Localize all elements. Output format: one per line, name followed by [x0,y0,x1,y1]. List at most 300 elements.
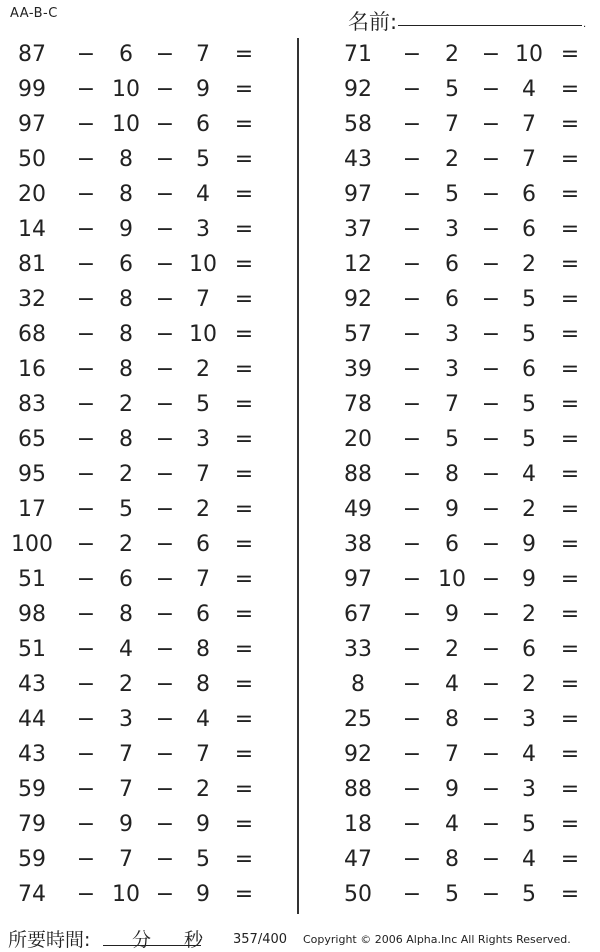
subtrahend: 9 [445,777,459,802]
equals-sign: = [234,672,254,697]
minus-sign: − [76,217,96,242]
minuend: 57 [344,322,372,347]
equals-sign: = [560,497,580,522]
minus-sign: − [155,112,175,137]
subtrahend: 7 [445,742,459,767]
equals-sign: = [234,147,254,172]
minus-sign: − [76,147,96,172]
equals-sign: = [234,532,254,557]
minus-sign: − [402,847,422,872]
subtrahend: 8 [119,322,133,347]
minus-sign: − [481,462,501,487]
equals-sign: = [560,567,580,592]
subtrahend: 2 [445,42,459,67]
seconds-label: 秒 [184,929,204,951]
minus-sign: − [76,777,96,802]
equals-sign: = [560,147,580,172]
minus-sign: − [402,182,422,207]
minus-sign: − [402,567,422,592]
subtrahend: 7 [445,392,459,417]
equals-sign: = [234,392,254,417]
minuend: 50 [18,147,46,172]
equals-sign: = [234,42,254,67]
worksheet-code: AA-B-C [10,6,58,21]
minus-sign: − [481,287,501,312]
subtrahend: 2 [445,637,459,662]
equals-sign: = [560,112,580,137]
equals-sign: = [234,567,254,592]
minuend: 44 [18,707,46,732]
minuend: 92 [344,287,372,312]
minus-sign: − [155,392,175,417]
minus-sign: − [76,497,96,522]
minus-sign: − [481,637,501,662]
minuend: 97 [344,567,372,592]
subtrahend: 2 [522,602,536,627]
minus-sign: − [402,77,422,102]
minus-sign: − [155,847,175,872]
minuend: 43 [344,147,372,172]
minus-sign: − [76,707,96,732]
subtrahend: 3 [196,427,210,452]
subtrahend: 5 [445,427,459,452]
subtrahend: 9 [196,77,210,102]
subtrahend: 6 [522,182,536,207]
subtrahend: 8 [119,182,133,207]
subtrahend: 2 [196,497,210,522]
minuend: 97 [18,112,46,137]
minuend: 87 [18,42,46,67]
minus-sign: − [76,252,96,277]
subtrahend: 4 [522,742,536,767]
subtrahend: 5 [196,392,210,417]
minuend: 59 [18,777,46,802]
minus-sign: − [481,602,501,627]
minuend: 71 [344,42,372,67]
minus-sign: − [402,147,422,172]
equals-sign: = [560,357,580,382]
subtrahend: 8 [445,847,459,872]
subtrahend: 8 [119,147,133,172]
subtrahend: 2 [119,392,133,417]
equals-sign: = [560,742,580,767]
column-divider [297,38,299,914]
subtrahend: 7 [445,112,459,137]
subtrahend: 6 [522,637,536,662]
subtrahend: 5 [522,812,536,837]
minus-sign: − [155,77,175,102]
minutes-label: 分 [132,929,152,951]
subtrahend: 5 [445,182,459,207]
subtrahend: 10 [515,42,543,67]
minus-sign: − [402,672,422,697]
equals-sign: = [560,812,580,837]
minus-sign: − [155,707,175,732]
minus-sign: − [481,322,501,347]
equals-sign: = [560,427,580,452]
minus-sign: − [481,882,501,907]
subtrahend: 3 [522,777,536,802]
subtrahend: 6 [119,567,133,592]
minuend: 14 [18,217,46,242]
equals-sign: = [560,392,580,417]
minus-sign: − [481,392,501,417]
subtrahend: 2 [522,672,536,697]
subtrahend: 4 [445,672,459,697]
minus-sign: − [155,427,175,452]
subtrahend: 7 [196,462,210,487]
equals-sign: = [234,112,254,137]
subtrahend: 9 [196,812,210,837]
minuend: 88 [344,777,372,802]
subtrahend: 2 [196,357,210,382]
minus-sign: − [76,42,96,67]
minus-sign: − [155,777,175,802]
minus-sign: − [481,182,501,207]
equals-sign: = [560,217,580,242]
subtrahend: 8 [119,287,133,312]
minus-sign: − [402,532,422,557]
minus-sign: − [402,882,422,907]
equals-sign: = [234,497,254,522]
equals-sign: = [560,882,580,907]
minus-sign: − [76,602,96,627]
equals-sign: = [234,777,254,802]
page-number: 357/400 [233,932,288,947]
subtrahend: 4 [119,637,133,662]
name-label: 名前: [348,10,398,34]
subtrahend: 7 [119,777,133,802]
subtrahend: 6 [196,602,210,627]
equals-sign: = [234,252,254,277]
subtrahend: 4 [445,812,459,837]
minus-sign: − [76,287,96,312]
subtrahend: 9 [445,602,459,627]
minuend: 58 [344,112,372,137]
minus-sign: − [402,777,422,802]
minus-sign: − [481,252,501,277]
subtrahend: 8 [445,707,459,732]
minus-sign: − [76,322,96,347]
minuend: 43 [18,672,46,697]
minus-sign: − [481,567,501,592]
subtrahend: 9 [196,882,210,907]
minuend: 98 [18,602,46,627]
minus-sign: − [481,77,501,102]
minuend: 95 [18,462,46,487]
minus-sign: − [402,637,422,662]
time-label: 所要時間: [8,929,91,951]
equals-sign: = [234,357,254,382]
minuend: 97 [344,182,372,207]
equals-sign: = [560,777,580,802]
equals-sign: = [560,322,580,347]
subtrahend: 10 [189,252,217,277]
subtrahend: 5 [522,427,536,452]
minuend: 79 [18,812,46,837]
subtrahend: 5 [196,147,210,172]
minus-sign: − [76,427,96,452]
minuend: 39 [344,357,372,382]
equals-sign: = [560,287,580,312]
minus-sign: − [402,812,422,837]
minus-sign: − [76,77,96,102]
subtrahend: 8 [119,357,133,382]
subtrahend: 6 [119,252,133,277]
minuend: 12 [344,252,372,277]
minus-sign: − [155,742,175,767]
subtrahend: 3 [445,217,459,242]
minus-sign: − [481,147,501,172]
subtrahend: 9 [522,567,536,592]
minuend: 49 [344,497,372,522]
subtrahend: 2 [522,497,536,522]
subtrahend: 4 [522,462,536,487]
minus-sign: − [155,287,175,312]
minuend: 81 [18,252,46,277]
equals-sign: = [234,847,254,872]
minus-sign: − [481,112,501,137]
equals-sign: = [234,742,254,767]
subtrahend: 10 [112,77,140,102]
minus-sign: − [155,357,175,382]
minuend: 92 [344,742,372,767]
equals-sign: = [560,252,580,277]
minus-sign: − [76,112,96,137]
minuend: 43 [18,742,46,767]
subtrahend: 5 [445,882,459,907]
minuend: 99 [18,77,46,102]
minuend: 59 [18,847,46,872]
minus-sign: − [481,847,501,872]
minus-sign: − [481,357,501,382]
copyright: Copyright © 2006 Alpha.Inc All Rights Reserved. [303,933,571,946]
subtrahend: 8 [445,462,459,487]
minus-sign: − [155,672,175,697]
minus-sign: − [481,707,501,732]
subtrahend: 10 [438,567,466,592]
minus-sign: − [76,847,96,872]
minus-sign: − [76,637,96,662]
minuend: 8 [351,672,365,697]
minuend: 18 [344,812,372,837]
minus-sign: − [402,497,422,522]
subtrahend: 8 [119,427,133,452]
minuend: 78 [344,392,372,417]
equals-sign: = [234,602,254,627]
minuend: 32 [18,287,46,312]
minus-sign: − [155,637,175,662]
minus-sign: − [402,462,422,487]
subtrahend: 7 [119,742,133,767]
minuend: 50 [344,882,372,907]
minus-sign: − [402,112,422,137]
equals-sign: = [234,182,254,207]
minus-sign: − [402,602,422,627]
subtrahend: 5 [196,847,210,872]
subtrahend: 7 [119,847,133,872]
subtrahend: 7 [522,147,536,172]
equals-sign: = [234,77,254,102]
equals-sign: = [234,287,254,312]
minus-sign: − [155,182,175,207]
equals-sign: = [234,637,254,662]
equals-sign: = [234,322,254,347]
subtrahend: 4 [522,77,536,102]
subtrahend: 6 [196,532,210,557]
minus-sign: − [76,882,96,907]
subtrahend: 4 [522,847,536,872]
minus-sign: − [155,147,175,172]
minuend: 92 [344,77,372,102]
minuend: 100 [11,532,53,557]
minus-sign: − [481,742,501,767]
subtrahend: 10 [189,322,217,347]
minus-sign: − [402,287,422,312]
subtrahend: 9 [445,497,459,522]
subtrahend: 10 [112,112,140,137]
minuend: 51 [18,567,46,592]
subtrahend: 5 [119,497,133,522]
minus-sign: − [155,497,175,522]
minus-sign: − [402,392,422,417]
equals-sign: = [560,672,580,697]
equals-sign: = [234,427,254,452]
minuend: 47 [344,847,372,872]
equals-sign: = [560,707,580,732]
minuend: 68 [18,322,46,347]
minuend: 20 [344,427,372,452]
minus-sign: − [402,742,422,767]
subtrahend: 6 [445,252,459,277]
minus-sign: − [155,322,175,347]
name-dot: . [583,19,587,30]
subtrahend: 2 [119,672,133,697]
subtrahend: 3 [445,357,459,382]
minuend: 88 [344,462,372,487]
minus-sign: − [481,42,501,67]
subtrahend: 3 [522,707,536,732]
subtrahend: 6 [445,532,459,557]
subtrahend: 7 [196,742,210,767]
minuend: 25 [344,707,372,732]
equals-sign: = [560,182,580,207]
minus-sign: − [76,392,96,417]
subtrahend: 5 [445,77,459,102]
minus-sign: − [155,532,175,557]
subtrahend: 3 [119,707,133,732]
equals-sign: = [560,42,580,67]
subtrahend: 7 [196,287,210,312]
subtrahend: 2 [119,462,133,487]
minuend: 65 [18,427,46,452]
minus-sign: − [481,777,501,802]
minus-sign: − [155,42,175,67]
subtrahend: 3 [196,217,210,242]
subtrahend: 3 [445,322,459,347]
minus-sign: − [76,357,96,382]
subtrahend: 9 [119,812,133,837]
minuend: 83 [18,392,46,417]
minuend: 16 [18,357,46,382]
minus-sign: − [481,532,501,557]
minus-sign: − [155,602,175,627]
subtrahend: 5 [522,882,536,907]
equals-sign: = [234,462,254,487]
minus-sign: − [481,427,501,452]
subtrahend: 8 [119,602,133,627]
subtrahend: 2 [445,147,459,172]
equals-sign: = [560,637,580,662]
minuend: 38 [344,532,372,557]
minuend: 20 [18,182,46,207]
name-field[interactable] [398,25,582,26]
subtrahend: 7 [196,567,210,592]
minus-sign: − [402,427,422,452]
subtrahend: 2 [196,777,210,802]
equals-sign: = [560,532,580,557]
minus-sign: − [481,497,501,522]
minus-sign: − [76,812,96,837]
minus-sign: − [76,182,96,207]
subtrahend: 5 [522,392,536,417]
subtrahend: 6 [196,112,210,137]
subtrahend: 6 [119,42,133,67]
minus-sign: − [481,217,501,242]
subtrahend: 4 [196,182,210,207]
minus-sign: − [76,532,96,557]
equals-sign: = [234,707,254,732]
minus-sign: − [155,252,175,277]
subtrahend: 5 [522,322,536,347]
minuend: 74 [18,882,46,907]
minuend: 37 [344,217,372,242]
subtrahend: 8 [196,672,210,697]
subtrahend: 2 [522,252,536,277]
subtrahend: 6 [522,357,536,382]
equals-sign: = [560,462,580,487]
minus-sign: − [76,567,96,592]
minus-sign: − [76,742,96,767]
subtrahend: 10 [112,882,140,907]
minus-sign: − [481,672,501,697]
equals-sign: = [560,847,580,872]
minus-sign: − [402,357,422,382]
equals-sign: = [234,217,254,242]
minus-sign: − [76,462,96,487]
minus-sign: − [402,42,422,67]
subtrahend: 8 [196,637,210,662]
minus-sign: − [402,707,422,732]
minus-sign: − [155,812,175,837]
equals-sign: = [560,77,580,102]
subtrahend: 7 [196,42,210,67]
subtrahend: 9 [522,532,536,557]
minus-sign: − [155,882,175,907]
subtrahend: 9 [119,217,133,242]
minus-sign: − [155,217,175,242]
minus-sign: − [76,672,96,697]
minus-sign: − [155,567,175,592]
subtrahend: 5 [522,287,536,312]
subtrahend: 2 [119,532,133,557]
minus-sign: − [481,812,501,837]
minuend: 17 [18,497,46,522]
minuend: 51 [18,637,46,662]
minus-sign: − [402,322,422,347]
minuend: 67 [344,602,372,627]
subtrahend: 4 [196,707,210,732]
